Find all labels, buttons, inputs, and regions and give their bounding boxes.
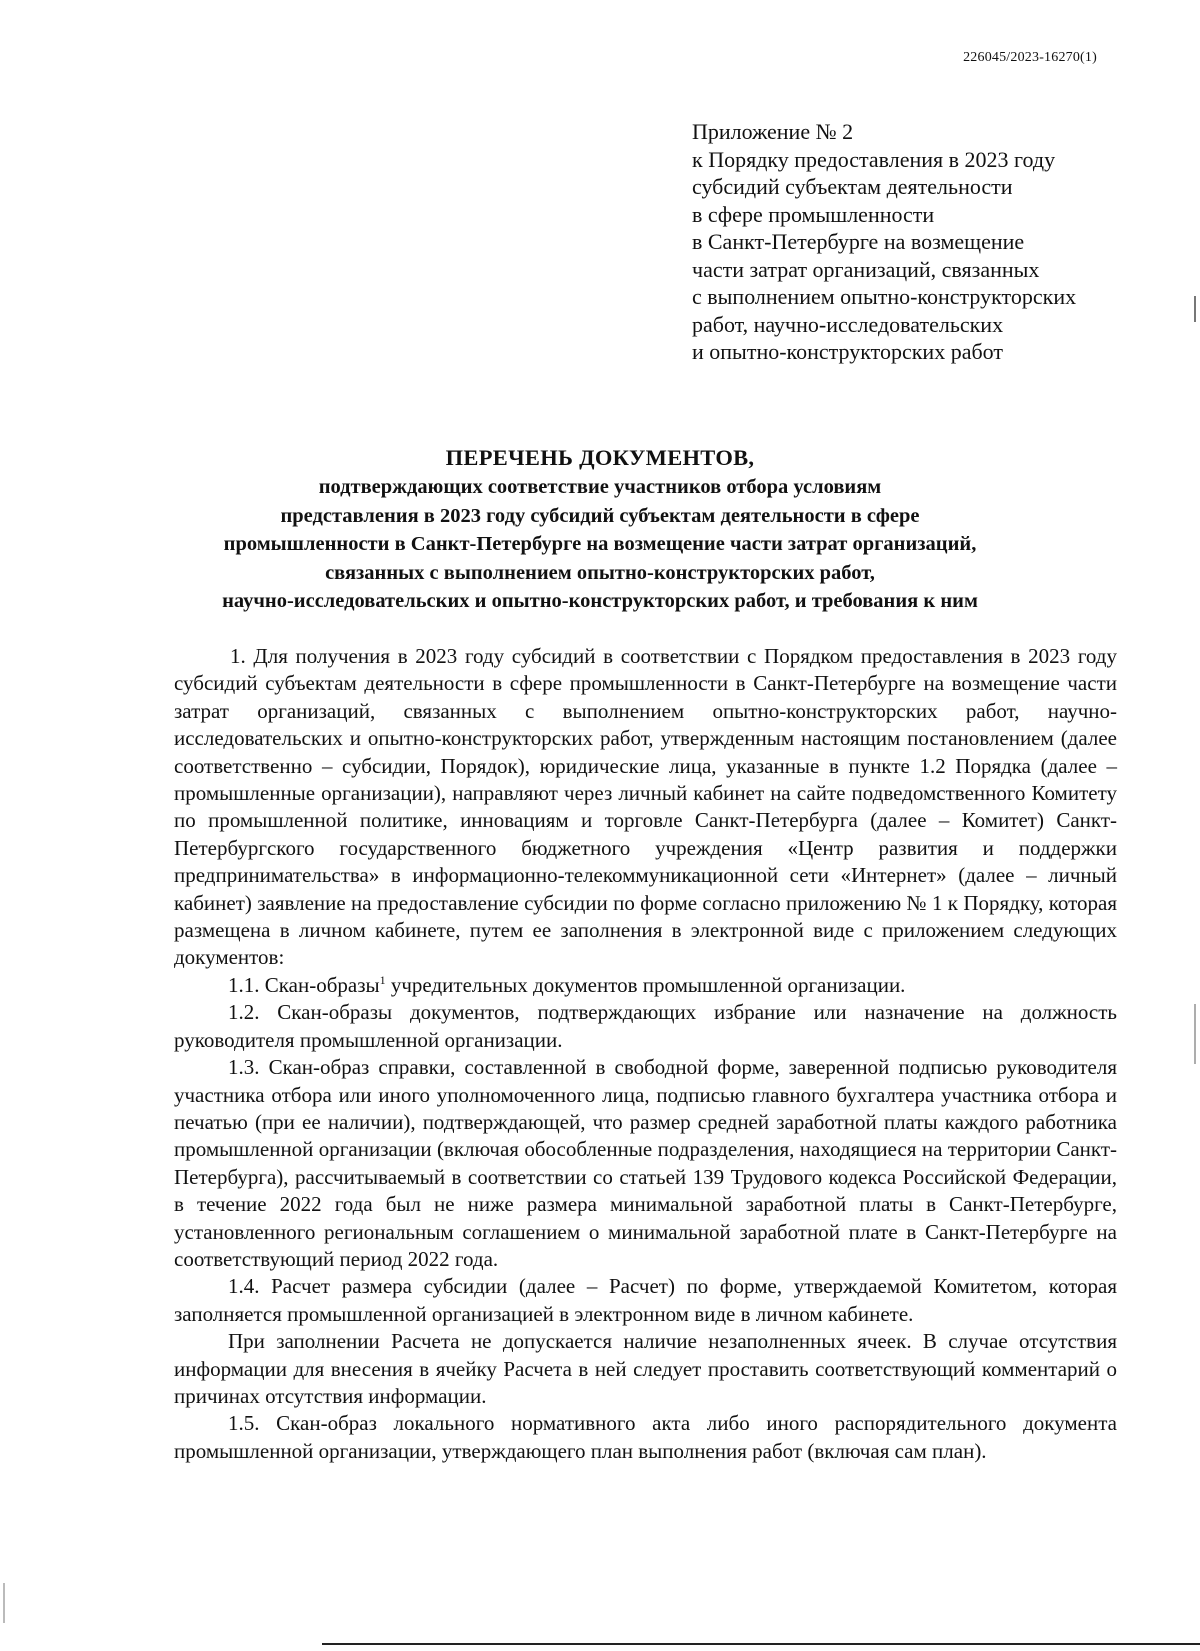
paragraph-1: 1. Для получения в 2023 году субсидий в соответствии с Порядком предоставления в 2023 году субсидий субъектам деятельности в сфере промышленности в Санкт-Петербурге на возмещение части затрат организаций, связанных с выполнением опытно-конструкторских работ, научно-исследовательских и опытно-конструкторских работ, утвержденным настоящим постановлением (далее соответственно – субсидии, Порядок), юридические лица, указанные в пункте 1.2 Порядка (далее – промышленные организации), направляют через личный кабинет на сайте подведомственного Комитету по промышленной политике, инновациям и торговле Санкт-Петербурга (далее – Комитет) Санкт-Петербургского государственного бюджетного учреждения «Центр развития и поддержки предпринимательства» в информационно-телекоммуникационной сети «Интернет» (далее – личный кабинет) заявление на предоставление субсидии по форме согласно приложению № 1 к Порядку, которая размещена в личном кабинете, путем ее заполнения в электронной виде с приложением следующих документов: <box>174 644 1117 970</box>
document-subtitle <box>150 473 1050 616</box>
subtitle-line: связанных с выполнением опытно-конструкторских работ, <box>325 561 875 584</box>
appendix-line: в Санкт-Петербурге на возмещение <box>692 229 1025 254</box>
scan-edge-mark <box>1194 296 1196 322</box>
document-body <box>174 643 1117 1465</box>
appendix-line: части затрат организаций, связанных <box>692 256 1040 282</box>
subtitle-line: представления в 2023 году субсидий субъектам деятельности в сфере <box>280 504 920 527</box>
scan-edge-mark <box>1194 1004 1196 1064</box>
document-title-block <box>150 443 1050 616</box>
paragraph-1-4: 1.4. Расчет размера субсидии (далее – Расчет) по форме, утверждаемой Комитетом, которая заполняется промышленной организацией в электронном виде в личном кабинете. <box>174 1274 1117 1326</box>
document-number: 226045/2023-16270(1) <box>963 50 1097 65</box>
subtitle-line: промышленности в Санкт-Петербурге на возмещение части затрат организаций, <box>223 533 977 555</box>
paragraph-1-5: 1.5. Скан-образ локального нормативного акта либо иного распорядительного документа промышленной организации, утверждающего план выполнения работ (включая сам план). <box>174 1411 1117 1463</box>
footnote-separator-line <box>322 1643 1200 1645</box>
appendix-line: и опытно-конструкторских работ <box>692 339 1003 364</box>
appendix-reference <box>692 118 1162 366</box>
paragraph-1-3: 1.3. Скан-образ справки, составленной в свободной форме, заверенной подписью руководителя участника отбора или иного уполномоченного лица, подписью главного бухгалтера участника отбора и печатью (при ее наличии), подтверждающей, что размер средней заработной платы каждого работника промышленной организации (включая обособленные подразделения, находящиеся на территории Санкт-Петербурга), рассчитываемый в соответствии со статьей 139 Трудового кодекса Российской Федерации, в течение 2022 года был не ниже размера минимальной заработной платы в Санкт-Петербурге, установленного региональным соглашением о минимальной заработной плате в Санкт-Петербурге на соответствующий период 2022 года. <box>174 1055 1117 1271</box>
paragraph-1-4-note: При заполнении Расчета не допускается наличие незаполненных ячеек. В случае отсутствия информации для внесения в ячейку Расчета в ней следует проставить соответствующий комментарий о причинах отсутствия информации. <box>174 1329 1117 1408</box>
appendix-line: к Порядку предоставления в 2023 году <box>692 146 1056 172</box>
paragraph-1-1 <box>174 972 1117 999</box>
appendix-line: работ, научно-исследовательских <box>692 311 1004 337</box>
document-title: ПЕРЕЧЕНЬ ДОКУМЕНТОВ, <box>445 445 755 470</box>
scan-edge-mark <box>3 1583 5 1623</box>
paragraph-1-1-text: 1.1. Скан-образы <box>228 972 380 997</box>
appendix-line: субсидий субъектам деятельности <box>692 174 1013 199</box>
appendix-line: Приложение № 2 <box>692 119 854 144</box>
footnote-reference: 1 <box>379 972 386 987</box>
subtitle-line: подтверждающих соответствие участников отбора условиям <box>318 476 882 498</box>
paragraph-1-2: 1.2. Скан-образы документов, подтверждающих избрание или назначение на должность руководителя промышленной организации. <box>174 1000 1117 1052</box>
subtitle-line: научно-исследовательских и опытно-конструкторских работ, и требования к ним <box>222 590 978 612</box>
paragraph-1-1-text-cont: учредительных документов промышленной организации. <box>385 972 906 997</box>
appendix-line: в сфере промышленности <box>692 201 935 227</box>
appendix-line: с выполнением опытно-конструкторских <box>692 284 1077 309</box>
